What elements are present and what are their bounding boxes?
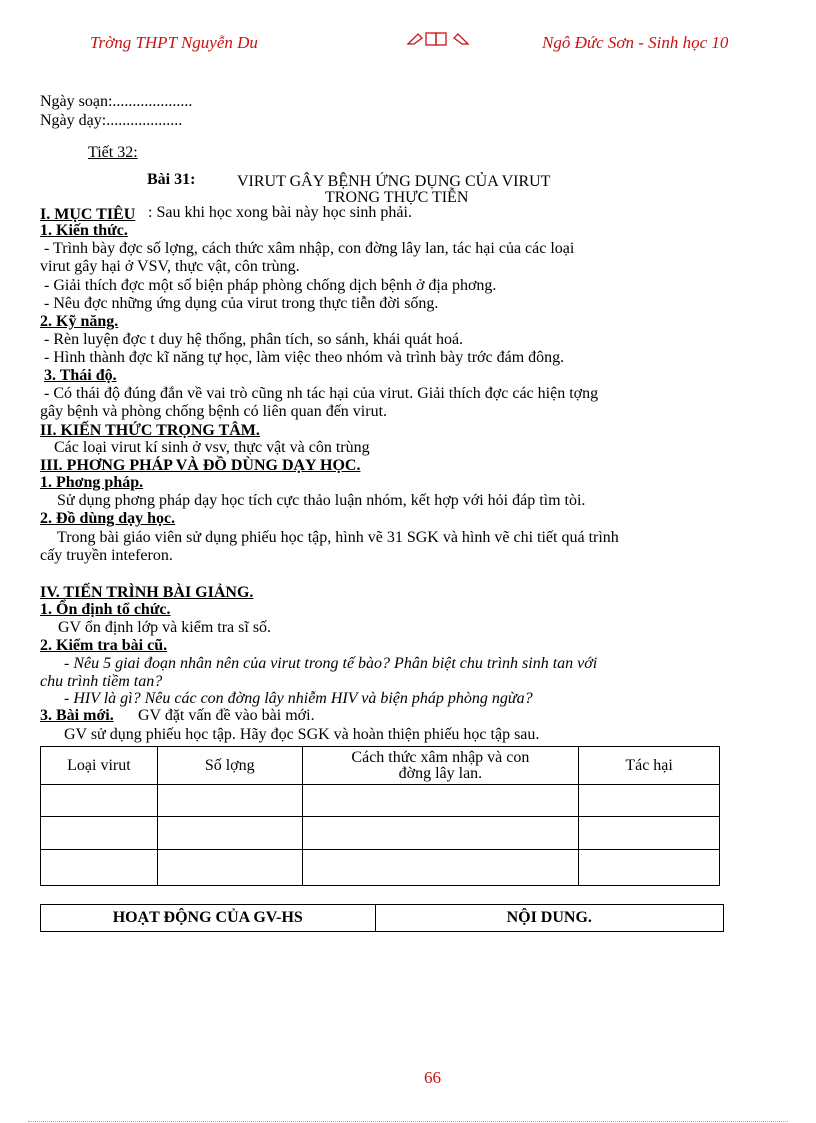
- worksheet-col-infection: Cách thức xâm nhập và con đờng lây lan.: [302, 747, 579, 785]
- worksheet-cell[interactable]: [41, 785, 158, 817]
- lesson-title-2: TRONG THỰC TIỄN: [325, 189, 469, 206]
- worksheet-cell[interactable]: [579, 785, 720, 817]
- worksheet-col-virus-type: Loại virut: [41, 747, 158, 785]
- worksheet-col-quantity: Số lợng: [157, 747, 302, 785]
- section-2-text: Các loại virut kí sinh ở vsv, thực vật và côn trùng: [54, 439, 370, 456]
- worksheet-cell[interactable]: [302, 785, 579, 817]
- worksheet-cell[interactable]: [41, 817, 158, 850]
- attitude-item-cont: gây bệnh và phòng chống bệnh có liên quan đến virut.: [40, 403, 388, 420]
- worksheet-cell[interactable]: [302, 817, 579, 850]
- knowledge-item-cont: virut gây hại ở VSV, thực vật, côn trùng.: [40, 258, 300, 275]
- skills-item: - Hình thành đợc kĩ năng tự học, làm việc theo nhóm và trình bày trớc đám đông.: [44, 349, 565, 366]
- method-text: Sử dụng phơng pháp dạy học tích cực thảo luận nhóm, kết hợp với hỏi đáp tìm tòi.: [57, 492, 586, 509]
- knowledge-item: - Giải thích đợc một số biện pháp phòng chống dịch bệnh ở địa phơng.: [44, 277, 497, 294]
- method-heading: 1. Phơng pháp.: [40, 474, 144, 491]
- knowledge-heading: 1. Kiến thức.: [40, 222, 128, 239]
- book-ornament-icon: [406, 30, 470, 53]
- activity-col-teacher-student: HOẠT ĐỘNG CỦA GV-HS: [41, 905, 376, 932]
- knowledge-item: - Nêu đợc những ứng dụng của virut trong thực tiễn đời sống.: [44, 295, 439, 312]
- section-1-heading: I. MỤC TIÊU: [40, 206, 136, 223]
- knowledge-item: - Trình bày đợc số lợng, cách thức xâm nhập, con đờng lây lan, tác hại của các loại: [44, 240, 575, 257]
- attitude-heading: 3. Thái độ.: [44, 367, 117, 384]
- new-lesson-text: GV đặt vấn đề vào bài mới.: [138, 707, 315, 724]
- worksheet-col-harm: Tác hại: [579, 747, 720, 785]
- section-3-heading: III. PHƠNG PHÁP VÀ ĐỒ DÙNG DẠY HỌC.: [40, 457, 361, 474]
- tools-text: Trong bài giáo viên sử dụng phiếu học tập, hình vẽ 31 SGK và hình vẽ chi tiết quá trình: [57, 529, 619, 546]
- activity-table: [40, 904, 724, 932]
- worksheet-instruction: GV sử dụng phiếu học tập. Hãy đọc SGK và hoàn thiện phiếu học tập sau.: [64, 726, 540, 743]
- new-lesson-heading: 3. Bài mới.: [40, 707, 114, 724]
- tools-heading: 2. Đồ dùng dạy học.: [40, 510, 176, 527]
- page-number: 66: [424, 1068, 441, 1087]
- tools-text-cont: cấy truyền inteferon.: [40, 547, 173, 564]
- review-question: - Nêu 5 giai đoạn nhân nên của virut trong tế bào? Phân biệt chu trình sinh tan với: [64, 655, 598, 672]
- prep-date: Ngày soạn:....................: [40, 93, 193, 110]
- period-label: Tiết 32:: [88, 144, 138, 161]
- review-question-cont: chu trình tiềm tan?: [40, 673, 163, 690]
- footer-divider: [28, 1121, 788, 1122]
- skills-heading: 2. Kỹ năng.: [40, 313, 119, 330]
- lesson-title-1: VIRUT GÂY BỆNH ỨNG DỤNG CỦA VIRUT: [237, 173, 551, 190]
- worksheet-table: [40, 746, 720, 886]
- section-2-heading: II. KIẾN THỨC TRỌNG TÂM.: [40, 422, 260, 439]
- section-4-heading: IV. TIẾN TRÌNH BÀI GIẢNG.: [40, 584, 254, 601]
- section-1-intro: : Sau khi học xong bài này học sinh phải.: [148, 204, 412, 221]
- teach-date: Ngày dạy:...................: [40, 112, 183, 129]
- activity-col-content: NỘI DUNG.: [375, 905, 724, 932]
- worksheet-cell[interactable]: [41, 850, 158, 886]
- worksheet-cell[interactable]: [157, 817, 302, 850]
- organize-heading: 1. Ổn định tổ chức.: [40, 601, 171, 618]
- worksheet-cell[interactable]: [157, 785, 302, 817]
- worksheet-cell[interactable]: [302, 850, 579, 886]
- attitude-item: - Có thái độ đúng đắn về vai trò cũng nh tác hại của virut. Giải thích đợc các hiện tợng: [44, 385, 599, 402]
- organize-text: GV ổn định lớp và kiểm tra sĩ số.: [58, 619, 272, 636]
- review-heading: 2. Kiểm tra bài cũ.: [40, 637, 168, 654]
- skills-item: - Rèn luyện đợc t duy hệ thống, phân tích, so sánh, khái quát hoá.: [44, 331, 464, 348]
- worksheet-cell[interactable]: [579, 850, 720, 886]
- review-question: - HIV là gì? Nêu các con đờng lây nhiễm HIV và biện pháp phòng ngừa?: [64, 690, 533, 707]
- worksheet-cell[interactable]: [157, 850, 302, 886]
- worksheet-cell[interactable]: [579, 817, 720, 850]
- lesson-number: Bài 31:: [147, 171, 196, 188]
- header-author: Ngô Đức Sơn - Sinh học 10: [542, 33, 729, 52]
- header-school: Trờng THPT Nguyễn Du: [90, 33, 258, 52]
